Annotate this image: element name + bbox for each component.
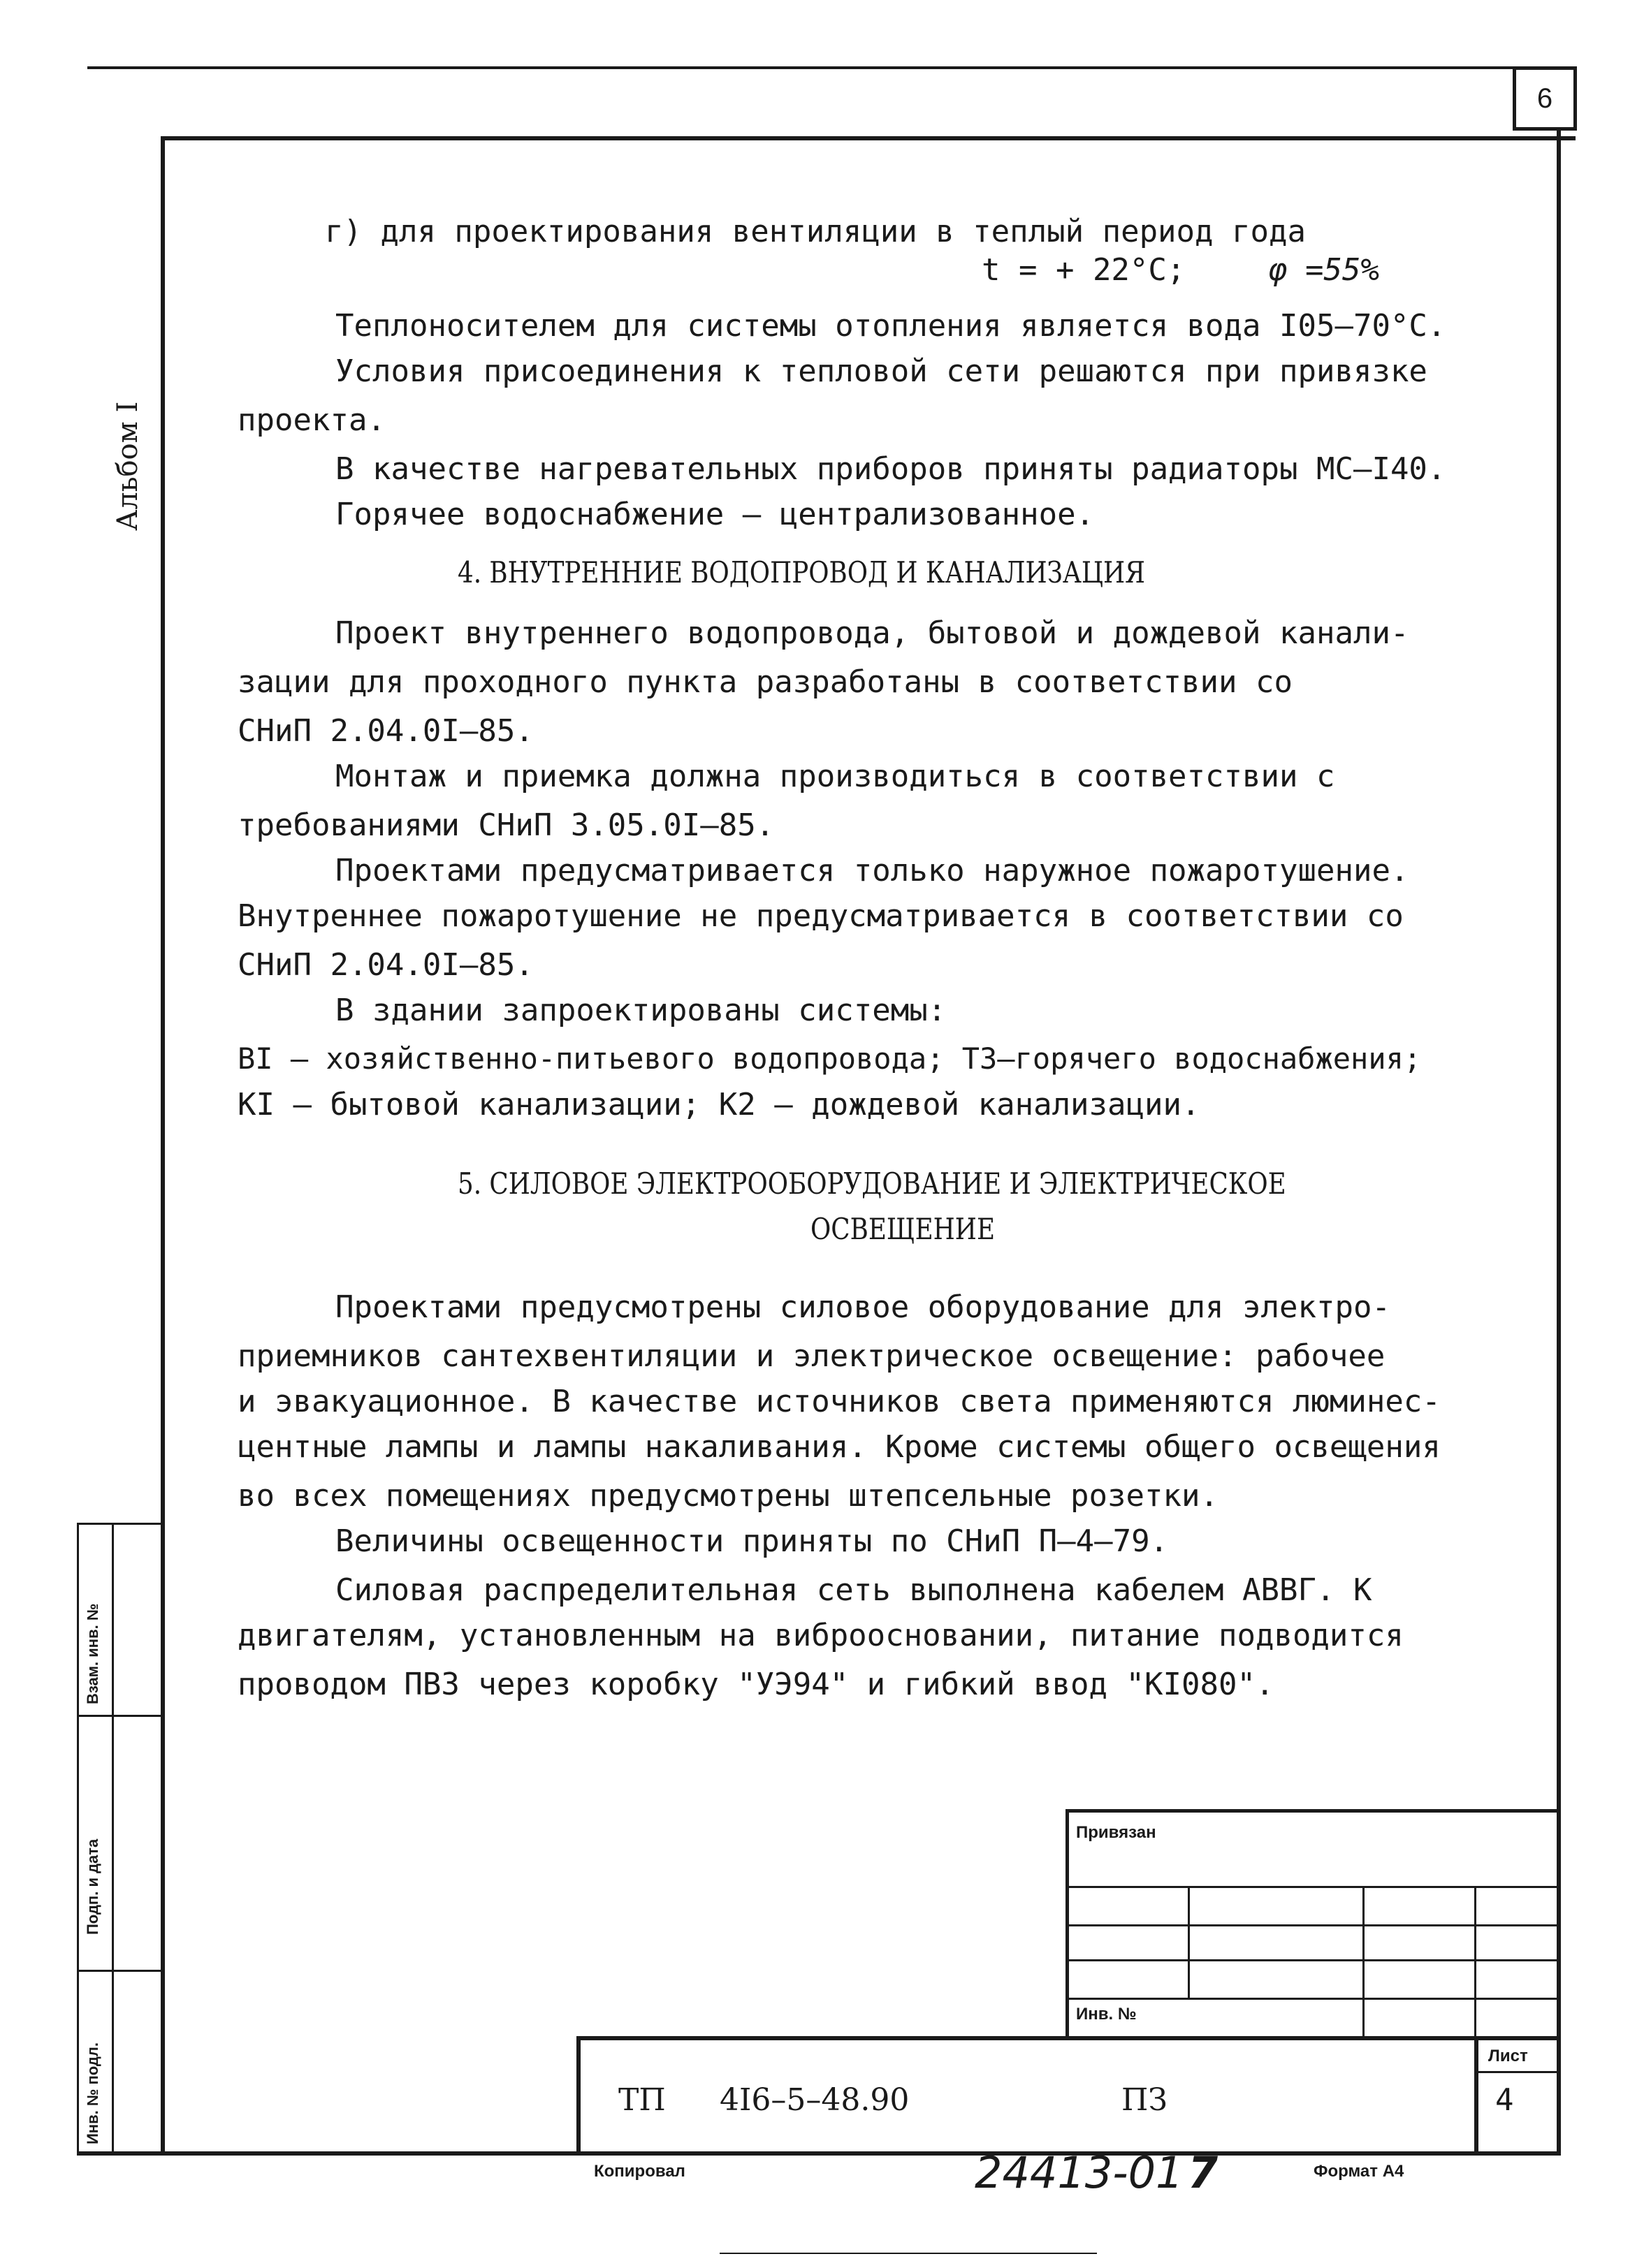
title-main-top	[576, 2036, 1559, 2040]
doc-code: 4I6–5–48.90	[720, 2082, 910, 2118]
stamp-row-1	[77, 1523, 163, 1525]
title-col-b	[1362, 1886, 1365, 2040]
copied-label: Копировал	[594, 2162, 685, 2181]
temperature-formula: t = + 22°C;	[982, 252, 1186, 288]
p4-4a: В здании запроектированы системы:	[335, 993, 947, 1028]
para-radiators: В качестве нагревательных приборов приняты радиаторы МС–I40.	[335, 451, 1446, 487]
stamp-column-left	[77, 1523, 79, 2153]
stamp-cell-replace-inv: Взам. инв. №	[84, 1603, 101, 1704]
doc-section: ПЗ	[1121, 2082, 1168, 2118]
p4-2b: требованиями СНиП 3.05.0I–85.	[238, 807, 775, 843]
frame-top	[161, 136, 1576, 140]
privyazan-label: Привязан	[1076, 1823, 1156, 1842]
p5-3a: Силовая распределительная сеть выполнена кабелем АВВГ. К	[335, 1572, 1372, 1608]
title-list-row	[1474, 2071, 1559, 2073]
p5-1a: Проектами предусмотрены силовое оборудование для электро-	[335, 1289, 1390, 1325]
title-main-left	[576, 2036, 581, 2153]
stamp-cell-original-inv: Инв. № подл.	[84, 2042, 101, 2144]
p4-1c: СНиП 2.04.0I–85.	[238, 713, 534, 749]
p5-1b: приемников сантехвентиляции и электрическое освещение: рабочее	[238, 1338, 1385, 1374]
title-row-b	[1065, 1924, 1559, 1926]
humidity-formula: φ =55%	[1268, 252, 1379, 288]
para-connection-1: Условия присоединения к тепловой сети решаются при привязке	[335, 353, 1427, 389]
p4-1a: Проект внутреннего водопровода, бытовой и дождевой канали-	[335, 615, 1409, 651]
para-hotwater: Горячее водоснабжение – централизованное.	[335, 497, 1095, 532]
section-heading-4: 4. ВНУТРЕННИЕ ВОДОПРОВОД И КАНАЛИЗАЦИЯ	[458, 555, 1145, 590]
stamp-cell-signature-date: Подп. и дата	[84, 1838, 101, 1935]
line-g: г) для проектирования вентиляции в теплый период года	[325, 214, 1306, 249]
doc-prefix: ТП	[618, 2082, 666, 2118]
title-list-divider	[1474, 2036, 1478, 2153]
page-number-box	[1513, 66, 1577, 131]
title-row-c	[1065, 1959, 1559, 1961]
para-connection-2: проекта.	[238, 402, 386, 438]
p4-4b: BI – хозяйственно-питьевого водопровода; Т3–горячего водоснабжения;	[238, 1041, 1422, 1076]
footer-scan-rule	[720, 2253, 1097, 2254]
p5-1c: и эвакуационное. В качестве источников света применяются люминес-	[238, 1384, 1441, 1419]
p4-1b: зации для проходного пункта разработаны в соответствии со	[238, 664, 1293, 700]
p5-2: Величины освещенности приняты по СНиП П–4–79.	[335, 1523, 1169, 1559]
section-heading-5-line-2: ОСВЕЩЕНИЕ	[810, 1212, 996, 1246]
handwritten-copy: 7	[1188, 2147, 1219, 2198]
page-number: 6	[1536, 82, 1553, 114]
title-col-a	[1188, 1886, 1190, 1998]
top-outer-rule	[87, 66, 1576, 69]
p4-2a: Монтаж и приемка должна производиться в соответствии с	[335, 759, 1335, 794]
title-col-c	[1474, 1886, 1476, 2040]
format-label: Формат А4	[1314, 2162, 1404, 2181]
list-label: Лист	[1488, 2047, 1528, 2065]
p4-4c: КI – бытовой канализации; К2 – дождевой канализации.	[238, 1087, 1200, 1122]
handwritten-number: 24413-01	[975, 2147, 1184, 2198]
p4-3c: СНиП 2.04.0I–85.	[238, 947, 534, 983]
stamp-row-3	[77, 1970, 163, 1972]
para-coolant: Теплоносителем для системы отопления является вода I05–70°C.	[335, 308, 1446, 344]
title-row-d	[1065, 1998, 1559, 2000]
title-row-a	[1065, 1886, 1559, 1888]
p5-1e: во всех помещениях предусмотрены штепсельные розетки.	[238, 1478, 1219, 1514]
p4-3a: Проектами предусматривается только наружное пожаротушение.	[335, 853, 1409, 888]
frame-bottom	[77, 2151, 1561, 2156]
album-label: Альбом I	[112, 401, 144, 531]
section-heading-5-line-1: 5. СИЛОВОЕ ЭЛЕКТРООБОРУДОВАНИЕ И ЭЛЕКТРИЧЕСКОЕ	[458, 1166, 1286, 1201]
inv-no-label: Инв. №	[1076, 2005, 1137, 2024]
p5-3c: проводом ПВ3 через коробку "УЭ94" и гибкий ввод "КI080".	[238, 1667, 1274, 1702]
list-value: 4	[1495, 2082, 1514, 2118]
p5-3b: двигателям, установленным на виброосновании, питание подводится	[238, 1618, 1404, 1653]
p4-3b: Внутреннее пожаротушение не предусматривается в соответствии со	[238, 898, 1404, 934]
p5-1d: центные лампы и лампы накаливания. Кроме системы общего освещения	[238, 1429, 1441, 1465]
stamp-column-inner	[112, 1523, 114, 2153]
frame-left	[161, 136, 165, 2155]
stamp-row-2	[77, 1715, 163, 1717]
